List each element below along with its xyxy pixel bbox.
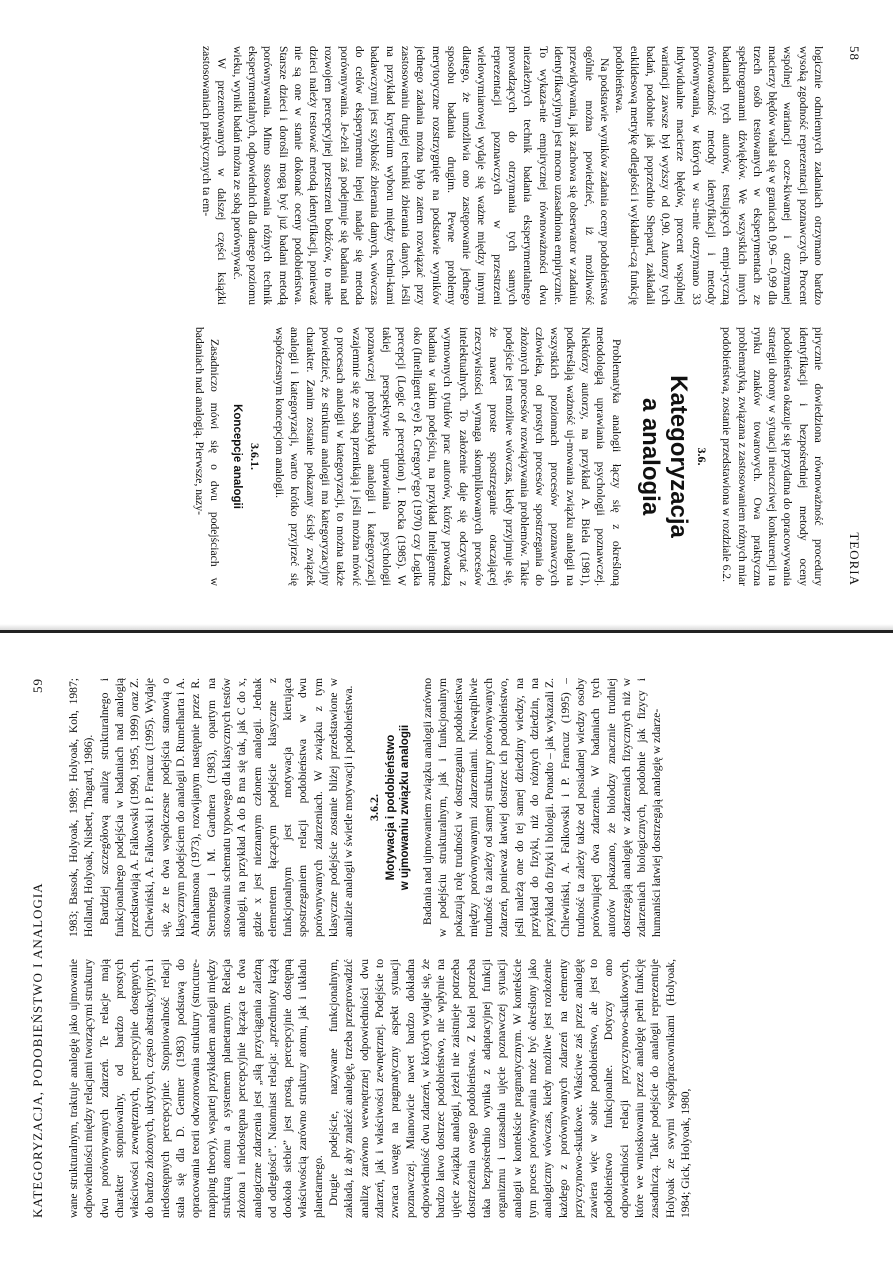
paragraph: wane strukturalnym, traktuje analogię jako ujmowanie odpowiedniości między relacjami tworzącymi struktury dwu porównywanych zdarzeń. Te relacje mają charakter stopniowalny, od bardzo prostych właściwości zewnętrznych, percepcyjnie dostępnych, do bardzo złożonych, ukrytych, często abstrakcyjnych i niedostępnych percepcyjnie. Stopniowalność relacji stała się dla D. Gentner (1983) podstawą do opracowania teorii odwzorowania struktury (structure-mapping theory), wspartej przykładem analogii między strukturą atomu a systemem planetarnym. Relacja złożona i niedostępna percepcyjnie łącząca te dwa analogiczne zdarzenia jest „siłą przyciągania zależną od odległości”. Natomiast relacja: „przedmioty krążą dookoła siebie” jest prostą, percepcyjnie dostępną właściwością zarówno struktury atomu, jak i układu planetarnego. — [67, 959, 325, 1218]
paragraph: pirycznie dowiedziona równoważność procedury identyfikacji i bezpośredniej metody oceny podobieństwa okazuje się przydatna do opracowywania strategii obrony w sytuacji nieuczciwej konkurencji na rynku znaków towarowych. Owa praktyczna problematyka, związana z zastosowaniem różnych miar podobieństwa, zostanie przedstawiona w rozdziale 6.2. — [720, 327, 825, 586]
column-2 — [66, 678, 862, 937]
paragraph: Badania nad ujmowaniem związku analogii zarówno w podejściu strukturalnym, jak i funkcjonalnym pokazują rolę trudności w dostrzeganiu podobieństwa między porównywanymi zdarzeniami. Niewątpliwie trudność ta zależy od samej struktury porównywanych zdarzeń, ponieważ łatwiej dostrzec ich podobieństwo, jeśli należą one do tej samej dziedziny wiedzy, na przykład do fizyki, niż do różnych dziedzin, na przykład do fizyki i biologii. Ponadto – jak wykazali Z. Chlewiński, A. Falkowski i P. Francuz (1995) – trudność ta zależy także od posiadanej wiedzy osoby porównującej dwa zdarzenia. W badaniach tych autorów pokazano, że biolodzy znacznie trudniej dostrzegają analogię w zdarzeniach fizycznych niż w zdarzeniach biologicznych, podobnie jak fizycy i humaniści łatwiej dostrzegają analogię w zdarze- — [420, 678, 664, 937]
subsection-number: 3.6.2. — [366, 794, 381, 821]
page-number: 58 — [847, 46, 862, 61]
page-number: 59 — [30, 678, 45, 693]
paragraph: Na podstawie wyników zadania oceny podobieństwa ogólnie można powiedzieć, iż możliwość przewidywania, jak zachowa się obserwator w zadaniu identyfikacyjnym jest mocno uzasadniona empirycznie. To wykaza-nie empirycznej równoważności dwu niezależnych technik badania eksperymentalnego prowadzących do otrzymania tych samych reprezentacji poznawczych w przestrzeni wielowymiarowej wydaje się ważne między innymi dlatego, że umożliwia ono zastępowanie jednego sposobu badania drugim. Pewne problemy merytoryczne rozstrzygnięte na podstawie wyników jednego zadania można było zatem rozwiązać przy zastosowaniu drugiej techniki zbierania danych. Jeśli na przykład kryterium wyboru między techni-kami badawczymi jest szybkość zbierania danych, wówczas do celów eksperymentu lepiej nadaje się metoda porównywania. Je-żeli zaś podejmuje się badania nad rozwojem percepcyjnej przestrzeni bodźców, to małe dzieci należy testować metodą identyfikacji, ponieważ nie są one w stanie dokonać oceny podobieństwa. Starsze dzieci i dorośli mogą być już badani metodą porównywania. Mimo stosowania różnych technik eksperymentalnych, odpowiednich dla danego poziomu wieku, wyniki badań można ze sobą porównywać. — [230, 46, 611, 305]
paragraph: Zasadniczo mówi się o dwu podejściach w badaniach nad analogią. Pierwsze, nazy- — [193, 327, 222, 586]
section-title-line-1: Kategoryzacja — [664, 375, 692, 538]
running-head — [30, 678, 48, 1218]
column-2 — [30, 327, 826, 586]
paragraph: 1983; Bassok, Holyoak, 1989; Holyoak, Koh, 1987; Holland, Holyoak, Nisbett, Thagard, 1986). — [67, 678, 96, 937]
running-head-title: TEORIA — [847, 532, 862, 586]
section-number: 3.6. — [694, 447, 709, 466]
subsection-title-line-1: Motywacja i podobieństwo — [384, 734, 397, 881]
running-head — [844, 46, 862, 586]
column-1 — [66, 959, 862, 1218]
paragraph: Bardziej szczegółową analizę strukturalnego i funkcjonalnego podejścia w badaniach nad analogią przedstawiają A. Falkowski (1990, 1995, 1999) oraz Z. Chlewiński, A. Falkowski i P. Francuz (1995). Wydaje się, że te dwa współczesne podejścia stanowią o klasycznym podejściem do analogii D. Rumelharta i A. Abrahamsona (1973), rozwijanym następnie przez R. Sternberga i M. Gardnera (1983), opartym na stosowaniu schematu typowego dla klasycznych testów analogii, na przykład A do B ma się tak, jak C do x, gdzie x jest nieznanym członem analogii. Jednak elementem łączącym podejście klasyczne z funkcjonalnym jest motywacja kierująca spostrzeganiem relacji podobieństwa w dwu porównywanych zdarzeniach. W związku z tym klasyczne podejście zostanie bliżej przedstawione w analizie analogii w świetle motywacji i podobieństwa. — [97, 678, 356, 937]
paragraph: W prezentowanych w dalszej części książki zastosowaniach praktycznych ta em- — [200, 46, 229, 305]
subsection-title — [384, 678, 412, 937]
paragraph: Drugie podejście, nazywane funkcjonalnym, zakłada, iż aby znaleźć analogię, trzeba przeprowadzić analizę zarówno wewnętrznej odpowiedniości dwu zdarzeń, jak i właściwości zewnętrznej. Podejście to zwraca uwagę na pragmatyczny aspekt sytuacji poznawczej. Mianowicie nawet bardzo dokładna odpowiedniość dwu zdarzeń, w których wydaje się, że bardzo łatwo dostrzec podobieństwo, nie wpłynie na ujęcie związku analogii, jeżeli nie zaistnieje potrzeba dostrzeżenia owego podobieństwa. Z kolei potrzeba taka bezpośrednio wynika z adaptacyjnej funkcji organizmu i uzasadnia ujęcie poznawczej sytuacji analogii w kontekście pragmatycznym. W kontekście tym proces porównywania może być określony jako analogiczny wówczas, kiedy możliwe jest rozłożenie każdego z porównywanych zdarzeń na elementy przyczynowo-skutkowe. Właściwe zaś przez analogię zawiera więc w sobie podobieństwo, ale jest to podobieństwo funkcjonalne. Dotyczy ono odpowiedniości relacji przyczynowo-skutkowych, które we wnioskowaniu przez analogię pełni funkcję zasadniczą. Takie podejście do analogii reprezentuje Holyoak ze swymi współpracownikami (Holyoak, 1984; Gick, Holyoak, 1980, — [327, 959, 692, 1218]
section-title — [636, 327, 692, 586]
running-head-title: KATEGORYZACJA, PODOBIEŃSTWO I ANALOGIA — [30, 882, 45, 1218]
subsection-number: 3.6.1. — [247, 443, 262, 470]
subsection-title-line-2: w ujmowaniu związku analogii — [398, 724, 411, 891]
column-1 — [30, 46, 826, 305]
section-title-line-2: a analogia — [636, 397, 664, 516]
page-59 — [0, 632, 893, 1264]
paragraph: logicznie odmiennych zadaniach otrzymano bardzo wysoką zgodność reprezentacji poznawczych. Procent wspólnej wariancji ocze-kiwanej i otrzymanej macierzy błędów wahał się w granicach 0,96 – 0,99 dla trzech osób testowanych w eksperymentach ze spektrogramami dźwięków. We wszystkich innych badaniach tych autorów, testujących empi-ryczną równoważność metody identyfikacji i metody porównywania, w których w su-mie otrzymano 33 indywidualne macierze błędów, procent wspólnej wariancji zawsze był wyższy od 0,90. Autorzy tych badań, podobnie jak poprzednio Shepard, zakładali euklidesową metrykę odległości i wykładni-czą funkcję podobieństwa. — [613, 46, 825, 305]
subsection-title: Koncepcje analogii — [231, 404, 244, 509]
paragraph: Problematyka analogii łączy się z określoną metodologią uprawiania psychologii poznawczej. Niektórzy autorzy, na przykład A. Biela (1981), podkreślają ważność uj-mowania związku analogii na wszystkich poziomach procesów poznawczych człowieka, od prostych procesów spostrzegania do złożonych procesów rozwiązywania problemów. Takie podejście jest możliwe wówczas, kiedy przyjmuje się, że nawet proste spostrzeganie otaczającej rzeczywistości wymaga skomplikowanych procesów intelektualnych. To założenie daje się odczytać z wymownych tytułów prac autorów, którzy prowadzą badania w takim podejściu, na przykład Inteligentne oko (Intelligent eye) R. Gregory'ego (1970) czy Logika percepcji (Logic of perception) I. Rocka (1985). W takiej perspektywie uprawiania psychologii poznawczej problematyka analogii i kategoryzacji wzajemnie się ze sobą przenikają i jeśli można mówić o procesach analogii w kategoryzacji, to można także powiedzieć, że struktura analogii ma kategoryzacyjny charakter. Zanim zostanie pokazany ścisły związek analogii i kategoryzacji, warto krótko przyjrzeć się współczesnym koncepcjom analogii. — [273, 327, 623, 586]
